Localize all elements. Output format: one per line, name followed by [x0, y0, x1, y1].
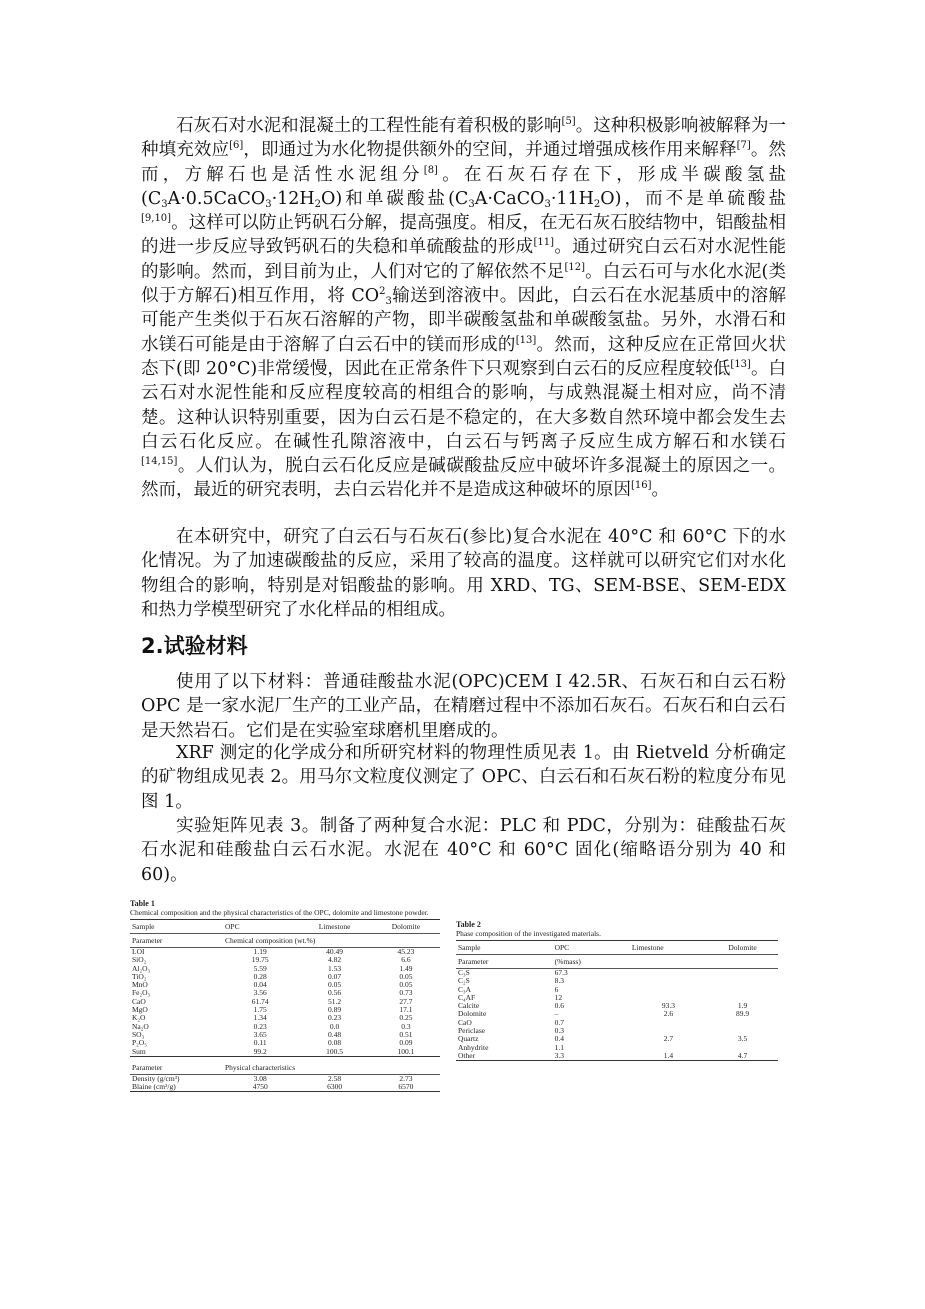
- composition-paragraph: XRF 测定的化学成分和所研究材料的物理性质见表 1。由 Rietveld 分析确定的矿物组成见表 2。用马尔文粒度仪测定了 OPC、白云石和石灰石粉的粒度分布见图 1。: [141, 743, 786, 812]
- table-row: [130, 1006, 440, 1014]
- table-cell: TiO₂: [132, 971, 147, 981]
- table-row: [456, 1019, 778, 1027]
- table-cell: 0.09: [399, 1038, 413, 1048]
- text-run: 。白云石可与水化水泥(类似于方解石)相互作用，将 CO: [141, 261, 787, 307]
- table-row: [456, 1010, 778, 1018]
- table-cell: P₂O₅: [132, 1038, 147, 1048]
- table-cell: Periclase: [458, 1026, 486, 1036]
- citation-ref: [8]: [423, 164, 438, 176]
- table-row: [130, 956, 440, 964]
- table-cell: 100.1: [372, 1048, 440, 1057]
- text-run: 。通过研究白云石对水泥性能的影响。然而，到目前为止，人们对它的了解依然不足: [141, 237, 787, 282]
- table-cell: 27.7: [399, 996, 413, 1006]
- table-cell: 19.75: [251, 955, 269, 965]
- table-cell: 0.6: [554, 1001, 564, 1011]
- text-run: 输送到溶液中。因此，白云石在水泥基质中的溶解可能产生类似于石灰石溶解的产物，即半碳酸氢盐和单碳酸氢盐。另外，水滑石和水镁石可能是由于溶解了白云石中的镁而形成的: [141, 286, 786, 355]
- table-cell: 0.07: [328, 971, 342, 981]
- table-row: [130, 1083, 440, 1092]
- table-cell: [707, 969, 778, 978]
- table-cell: Na₂O: [132, 1021, 149, 1031]
- table-row: [456, 977, 778, 985]
- subscript: 3: [265, 198, 272, 210]
- table-cell: Parameter: [130, 934, 223, 948]
- table-cell: Parameter: [132, 1062, 163, 1072]
- table-cell: 1.34: [253, 1013, 267, 1023]
- table-subheader-row: [456, 955, 778, 969]
- table-cell: 100.5: [297, 1048, 371, 1057]
- table-cell: 0.3: [401, 1021, 411, 1031]
- citation-ref: [14,15]: [141, 456, 178, 468]
- table-cell: [630, 977, 707, 985]
- table-cell: [630, 986, 707, 994]
- citation-ref: [7]: [736, 140, 751, 152]
- table-cell: 0.11: [253, 1038, 267, 1048]
- table-row: [456, 1002, 778, 1010]
- table-cell: 12: [554, 992, 563, 1002]
- table-cell: 6300: [297, 1083, 371, 1092]
- table-cell: 8.3: [554, 976, 564, 986]
- table-cell: 6570: [372, 1083, 440, 1092]
- citation-ref: [13]: [730, 358, 751, 370]
- table-caption: Chemical composition and the physical characteristics of the OPC, dolomite and limestone powder.: [130, 908, 429, 917]
- subscript: 2: [314, 198, 322, 210]
- subscript: 2: [593, 198, 601, 210]
- table-row: [130, 948, 440, 957]
- table-1: [130, 899, 440, 1092]
- table-cell: Other: [456, 1052, 553, 1061]
- table-cell: 1.19: [223, 948, 297, 957]
- data-table: [456, 940, 778, 1061]
- table-cell: Fe₂O₃: [132, 988, 151, 998]
- table-cell: 0.48: [328, 1029, 342, 1039]
- table-cell: C₃A: [458, 984, 472, 994]
- table-cell: OPC: [553, 941, 630, 955]
- table-cell: Limestone: [630, 941, 707, 955]
- text-run: 。白云石对水泥性能和反应程度较高的相组合的影响，与成熟混凝土相对应，尚不清楚。这种认识特别重要，因为白云石是不稳定的，在大多数自然环境中都会发生去白云石化反应。在碱性孔隙溶液中，白云石与钙离子反应生成方解石和水镁石: [141, 358, 787, 452]
- table-row: [456, 1044, 778, 1052]
- table-cell: 1.9: [737, 1001, 748, 1011]
- table-cell: 3.65: [253, 1029, 267, 1039]
- table-cell: OPC: [223, 920, 297, 934]
- subscript: 3: [468, 198, 475, 210]
- citation-ref: [5]: [561, 116, 576, 127]
- materials-paragraph: 使用了以下材料：普通硅酸盐水泥(OPC)CEM I 42.5R、石灰石和白云石粉 OPC 是一家水泥厂生产的工业产品，在精磨过程中不添加石灰石。石灰石和白云石是天然岩石。它们是在实验室球磨机里磨成的。: [141, 672, 786, 741]
- table-row: [456, 1035, 778, 1043]
- table-cell: 3.5: [737, 1034, 748, 1044]
- table-cell: [707, 986, 778, 994]
- text-run: ·11H: [550, 188, 594, 209]
- citation-ref: [6]: [229, 140, 244, 152]
- table-row: [130, 981, 440, 989]
- table-cell: C₃S: [456, 969, 553, 978]
- table-cell: Chemical composition (wt.%): [223, 934, 440, 948]
- table-cell: 51.2: [328, 996, 342, 1006]
- table-cell: MnO: [132, 980, 148, 990]
- table-cell: Dolomite: [707, 941, 778, 955]
- text-run: A·0.5CaCO: [167, 188, 266, 209]
- table-row: [130, 1039, 440, 1047]
- text-run: ，即通过为水化物提供额外的空间，并通过增强成核作用来解释: [243, 140, 737, 161]
- table-cell: 93.3: [661, 1001, 676, 1011]
- table-cell: 40.49: [297, 948, 371, 957]
- table-row: [130, 1074, 440, 1083]
- table-cell: [630, 969, 707, 978]
- table-cell: 1.75: [253, 1005, 267, 1015]
- table-cell: 0.51: [399, 1029, 413, 1039]
- table-cell: 0.0: [329, 1021, 340, 1031]
- table-cell: 0.73: [399, 988, 413, 998]
- table-row: [130, 1023, 440, 1031]
- matrix-paragraph: 实验矩阵见表 3。制备了两种复合水泥：PLC 和 PDC，分别为：硅酸盐石灰石水泥和硅酸盐白云石水泥。水泥在 40°C 和 60°C 固化(缩略语分别为 40 和 60)。: [141, 816, 786, 885]
- table-cell: 0.4: [554, 1034, 564, 1044]
- table-subheader-row: [130, 934, 440, 948]
- table-label: Table 2: [456, 920, 481, 929]
- table-cell: SiO₂: [132, 955, 147, 965]
- table-row: [456, 994, 778, 1002]
- table-cell: 3.3: [553, 1052, 630, 1061]
- text-run: 石灰石对水泥和混凝土的工程性能有着积极的影响: [176, 116, 562, 136]
- table-cell: 4750: [223, 1083, 297, 1092]
- text-run: A·CaCO: [474, 188, 545, 209]
- table-cell: 0.56: [328, 988, 342, 998]
- table-cell: Parameter: [456, 955, 553, 969]
- text-run: 。人们认为，脱白云石化反应是碱碳酸盐反应中破坏许多混凝土的原因之一。然而，最近的研究表明，去白云岩化并不是造成这种破坏的原因: [141, 456, 786, 501]
- table-cell: Density (g/cm³): [130, 1074, 223, 1083]
- table-cell: Physical characteristics: [225, 1062, 296, 1072]
- table-cell: 2.6: [663, 1009, 674, 1019]
- intro-paragraph: [141, 114, 786, 503]
- table-cell: 0.05: [328, 980, 342, 990]
- subscript: 3: [544, 198, 551, 210]
- text-run: 。这种积极影响被解释为一种填充效应: [141, 116, 787, 161]
- table-cell: 0.89: [328, 1005, 342, 1015]
- table-cell: 0.25: [399, 1013, 413, 1023]
- superscript: 2: [379, 286, 386, 298]
- table-cell: 2.58: [297, 1074, 371, 1083]
- table-row: [456, 1027, 778, 1035]
- table-cell: 0.23: [253, 1021, 267, 1031]
- table-cell: 0.05: [399, 980, 413, 990]
- table-cell: [707, 977, 778, 985]
- table-cell: C₂S: [458, 976, 470, 986]
- table-cell: SO₃: [132, 1029, 145, 1039]
- table-cell: 3.08: [223, 1074, 297, 1083]
- table-cell: 45.23: [372, 948, 440, 957]
- table-header-row: [130, 920, 440, 934]
- citation-ref: [13]: [515, 334, 537, 346]
- citation-ref: [11]: [533, 237, 555, 249]
- table-row: [130, 989, 440, 997]
- citation-ref: [16]: [631, 480, 652, 492]
- section-heading: 2.试验材料: [141, 634, 248, 658]
- table-cell: 4.82: [328, 955, 342, 965]
- table-label: Table 1: [130, 899, 155, 908]
- table-row: [130, 1014, 440, 1022]
- table-cell: Dolomite: [458, 1009, 487, 1019]
- table-cell: 1.49: [399, 963, 413, 973]
- table-cell: 4.7: [707, 1052, 778, 1061]
- text-run: O)和单碳酸盐(C: [321, 188, 469, 209]
- table-cell: Quartz: [458, 1034, 479, 1044]
- table-2: [456, 920, 778, 1061]
- table-cell: C₄AF: [458, 992, 476, 1002]
- subscript: 3: [161, 198, 168, 210]
- table-caption: Phase composition of the investigated materials.: [456, 929, 601, 938]
- table-row: [130, 965, 440, 973]
- table-cell: (%mass): [553, 955, 778, 969]
- table-cell: [630, 1019, 707, 1027]
- table-row: [456, 969, 778, 978]
- table-cell: CaO: [132, 996, 146, 1006]
- table-cell: K₂O: [132, 1013, 146, 1023]
- table-cell: 6.6: [401, 955, 411, 965]
- table-cell: 2.73: [372, 1074, 440, 1083]
- table-cell: Blaine (cm²/g): [130, 1083, 223, 1092]
- table-cell: 2.7: [663, 1034, 674, 1044]
- table-row: [130, 973, 440, 981]
- table-cell: Calcite: [458, 1001, 480, 1011]
- table-cell: 3.56: [253, 988, 267, 998]
- table-cell: 1.4: [630, 1052, 707, 1061]
- table-cell: Sample: [130, 920, 223, 934]
- table-cell: LOI: [130, 948, 223, 957]
- table-row: [456, 1052, 778, 1061]
- table-cell: 99.2: [223, 1048, 297, 1057]
- text-run: 。: [651, 480, 670, 501]
- subscript: 3: [385, 296, 392, 308]
- table-cell: 1.1: [554, 1042, 564, 1052]
- table-cell: 5.59: [253, 963, 267, 973]
- table-row: [456, 986, 778, 994]
- table-cell: 0.3: [554, 1026, 564, 1036]
- table-cell: Dolomite: [372, 920, 440, 934]
- table-cell: 89.9: [736, 1009, 750, 1019]
- table-cell: 67.3: [553, 969, 630, 978]
- table-cell: 17.1: [399, 1005, 413, 1015]
- table-row: [130, 1048, 440, 1057]
- text-run: ·12H: [271, 188, 315, 209]
- text-run: 。这样可以防止钙矾石分解，提高强度。相反，在无石灰石胶结物中，铝酸盐相的进一步反应导致钙矾石的失稳和单硫酸盐的形成: [141, 213, 786, 258]
- table-row: [130, 998, 440, 1006]
- citation-ref: [9,10]: [141, 213, 172, 225]
- table-cell: 0.7: [554, 1017, 564, 1027]
- table-cell: Anhydrite: [458, 1042, 489, 1052]
- table-subheader-row: [130, 1056, 440, 1074]
- table-cell: Al₂O₃: [132, 963, 151, 973]
- table-cell: Limestone: [297, 920, 371, 934]
- text-run: 。然而，方解石也是活性水泥组分: [141, 140, 787, 185]
- table-row: [130, 1031, 440, 1039]
- citation-ref: [12]: [564, 261, 585, 273]
- text-run: 。然而，这种反应在正常回火状态下(即 20°C)非常缓慢，因此在正常条件下只观察到白云石的反应程度较低: [141, 334, 787, 379]
- table-cell: [707, 1019, 778, 1027]
- data-table: [130, 919, 440, 1092]
- table-header-row: [456, 941, 778, 955]
- table-cell: CaO: [458, 1017, 472, 1027]
- table-cell: 0.23: [328, 1013, 342, 1023]
- table-cell: 0.28: [253, 971, 267, 981]
- table-cell: 61.74: [251, 996, 269, 1006]
- study-paragraph: 在本研究中，研究了白云石与石灰石(参比)复合水泥在 40°C 和 60°C 下的水化情况。为了加速碳酸盐的反应，采用了较高的温度。这样就可以研究它们对水化物组合的影响，特别是对铝酸盐的影响。用 XRD、TG、SEM-BSE、SEM-EDX 和热力学模型研究了水化样品的相组成。: [141, 527, 786, 620]
- table-cell: 6: [554, 984, 559, 994]
- table-cell: 0.04: [253, 980, 267, 990]
- table-cell: MgO: [132, 1005, 148, 1015]
- text-run: 。在石灰石存在下，形成半碳酸氢盐 (C: [141, 164, 787, 209]
- text-run: O)，而不是单硫酸盐: [600, 188, 786, 209]
- table-cell: 0.05: [399, 971, 413, 981]
- table-cell: Sum: [130, 1048, 223, 1057]
- table-cell: 0.08: [328, 1038, 342, 1048]
- table-cell: –: [554, 1009, 559, 1019]
- table-cell: Sample: [456, 941, 553, 955]
- table-cell: 1.53: [328, 963, 342, 973]
